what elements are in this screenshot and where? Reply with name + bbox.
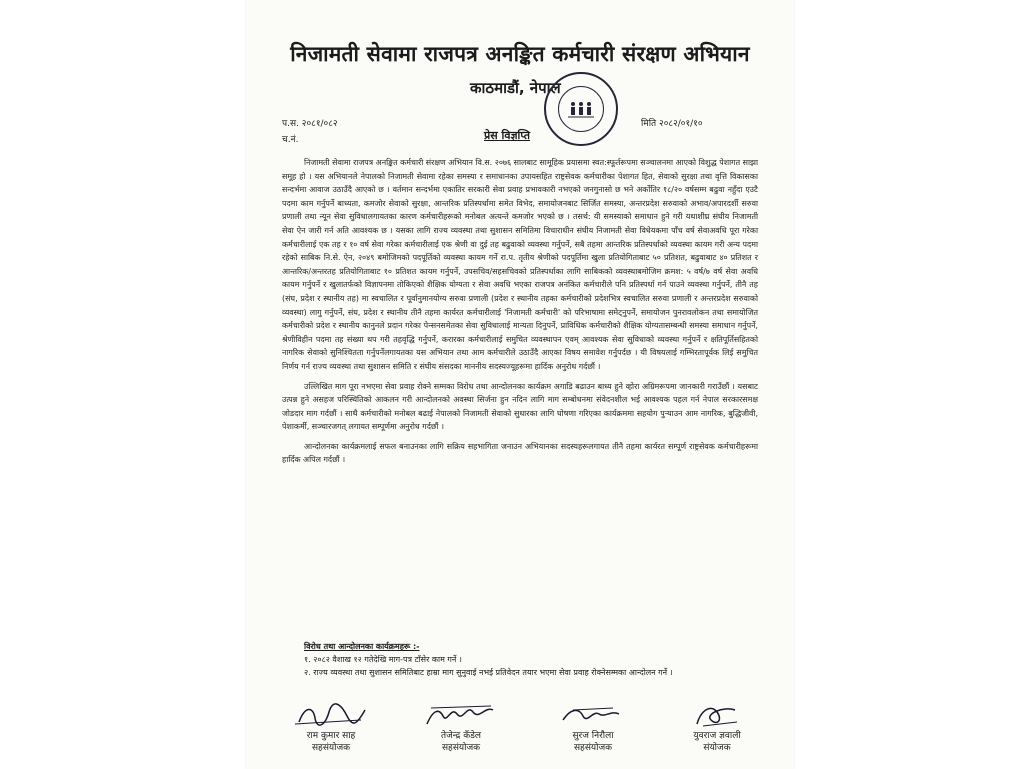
signatory-name: राम कुमार साह <box>306 731 356 741</box>
reference-block <box>282 116 338 148</box>
letterhead-title: निजामती सेवामा राजपत्र अनङ्कित कर्मचारी संरक्षण अभियान <box>290 42 750 66</box>
handwritten-signature <box>553 700 633 730</box>
signature-block <box>266 700 774 760</box>
list-item: २. राज्य व्यवस्था तथा सुशासन समितिबाट हाम्रा माग सुनुवाई नभई प्रतिवेदन तयार भएमा सेवा प्रवाह रोक्नेसम्मका आन्दोलन गर्ने । <box>304 668 673 677</box>
dispatch-number: च.नं. <box>282 135 299 145</box>
protest-program-list <box>282 640 758 679</box>
handwritten-signature <box>291 700 371 730</box>
paragraph-warning: उल्लिखित माग पूरा नभएमा सेवा प्रवाह रोक्ने सम्मका विरोध तथा आन्दोलनका कार्यक्रम अगाडि बढाउन बाध्य हुने व्होरा अग्रिमरूपमा जानकारी गराउँछौं । यसबाट उत्पन्न हुने असहज परिस्थितिको आकलन गरी आन्दोलनको अवस्था सिर्जना हुन नदिन लागि माग सम्बोधनमा संवेदनशील भई आवश्यक पहल गर्न नेपाल सरकारसमक्ष जोडदार माग गर्दछौं । साथै कर्मचारीको मनोबल बढाई नेपालको निजामती सेवाको सुधारका लागि घोषणा गरिएका कार्यक्रममा सहयोग पुऱ्याउन आम नागरिक, बुद्धिजीवी, पेशाकर्मी, सञ्चारजगत् लगायत सम्पूर्णमा अनुरोध गर्दछौं । <box>282 381 758 432</box>
signatory-name: तेजेन्द्र कँडेल <box>440 731 482 741</box>
press-release-heading: प्रेस विज्ञप्ति <box>484 129 531 142</box>
reference-number: प.स. २०८१/०८२ <box>282 119 338 129</box>
body-text <box>282 156 758 473</box>
signatory-role: संयोजक <box>703 743 731 753</box>
signatory-2 <box>406 700 516 754</box>
handwritten-signature <box>421 700 501 730</box>
paragraph-background: निजामती सेवामा राजपत्र अनङ्कित कर्मचारी संरक्षण अभियान वि.स. २०७६ सालबाट सामूहिक प्रयासमा स्वत:स्फूर्तरूपमा सञ्चालनमा आएको विशुद्ध पेशागत साझा समूह हो । यस अभियानले नेपालको निजामती सेवामा रहेका समस्या र समाधानका उपायसहित राष्ट्रसेवक कर्मचारीका पेशागत हित, सेवाको सुरक्षा तथा वृत्ति विकासका सन्दर्भमा आवाज उठाउँदै आएको छ । वर्तमान सन्दर्भमा एकातिर सरकारी सेवा प्रवाह प्रभावकारी नभएको जनगुनासो छ भने अर्कोतिर १८/२० वर्षसम्म बढुवा नहुँदा एउटै पदमा काम गर्नुपर्ने बाध्यता, कमजोर सेवाको सुरक्षा, आन्तरिक प्रतिस्पर्धामा समेत विभेद, समायोजनबाट सिर्जित समस्या, अन्तरप्रदेश सरुवाको अभाव/अपारदर्शी सरुवा प्रणाली तथा न्यून सेवा सुविधालगायतका कारण कर्मचारीहरूको मनोबल अत्यन्ते कमजोर भएको छ । तसर्थ: यी समस्याको समाधान हुने गरी यथाशीघ्र संघीय निजामती सेवा ऐन जारी गर्न अति आवश्यक छ । यसका लागि राज्य व्यवस्था तथा सुशासन समितिमा विचाराधीन संघीय निजामती सेवा विधेयकमा पाँच वर्ष सेवाअवधि पूरा गरेका कर्मचारीलाई एक तह र १० वर्ष सेवा गरेका कर्मचारीलाई एक श्रेणी वा दुई तह बढुवाको व्यवस्था गर्नुपर्ने, सबै तहमा आन्तरिक प्रतिस्पर्धाको व्यवस्था कायम गरी अन्य पदमा रहेको साबिक नि.से. ऐन, २०४९ बमोजिमको पदपूर्तिको व्यवस्था कायम गर्ने रा.प. तृतीय श्रेणीको पदपूर्तिमा खुला प्रतियोगिताबाट ५० प्रतिशत, बढुवाबाट ४० प्रतिशत र आन्तरिक/अन्तरतह प्रतियोगिताबाट १० प्रतिशत कायम गर्नुपर्ने, उपसचिव/सहसचिवको प्रतिस्पर्धाका लागि साबिकको व्यवस्थाबमोजिम क्रमश: ५ वर्ष/७ वर्ष सेवा अवधि कायम गर्नुपर्ने र खुलातर्फको विज्ञापनमा तोकिएको शैक्षिक योग्यता र सेवा अवधि भएका राजपत्र अनंकित कर्मचारीले पनि प्रतिस्पर्धा गर्न पाउने व्यवस्था गर्नुपर्ने, तीनै तह (संघ, प्रदेश र स्थानीय तह) मा स्वचालित र पूर्वानुमानयोग्य सरुवा प्रणाली (प्रदेश र स्थानीय तहका कर्मचारीको प्रदेशभित्र स्वचालित सरुवा प्रणाली र अन्तरप्रदेश सरुवाको व्यवस्था) लागु गर्नुपर्ने, संघ, प्रदेश र स्थानीय तीनै तहमा कार्यरत कर्मचारीलाई 'निजामती कर्मचारी' को परिभाषामा समेट्नुपर्ने, समायोजन पुनरावलोकन तथा समायोजित कर्मचारीको प्रदेश र स्थानीय कानुनले प्रदान गरेका पेन्सनसमेतका सेवा सुविधालाई मान्यता दिनुपर्ने, प्राविधिक कर्मचारीको शैक्षिक योग्यतासम्बन्धी समस्या समाधान गर्नुपर्ने, श्रेणीविहीन पदमा तह संख्या थप गरी तहवृद्धि गर्नुपर्ने, करारका कर्मचारीलाई समुचित व्यवस्थापन एवम् आवश्यक सेवा सुविधाको व्यवस्था गर्नुपर्ने र क्षतिपूर्तिसहितको नागरिक सेवाको सुनिश्चितता गर्नुपर्नेलगायतका यस अभियान तथा आम कर्मचारीले उठाउँदै आएका विषय समावेश गर्नुपर्दछ । यी विषयलाई गम्भिरतापूर्वक लिई समुचित निर्णय गर्न राज्य व्यवस्था तथा सुशासन समिति र संघीय संसदका माननीय सदस्यज्यूहरूमा हार्दिक अनुरोध गर्दछौं । <box>282 158 758 371</box>
signatory-name: सुरज निरौला <box>572 731 614 741</box>
signatory-name: युवराज ज्ञवाली <box>693 731 741 741</box>
signatory-4 <box>662 700 772 754</box>
signatory-role: सहसंयोजक <box>311 743 351 753</box>
organization-seal <box>544 72 618 146</box>
document-date: मिति २०८२/०१/१० <box>641 119 703 129</box>
signatory-1 <box>276 700 386 754</box>
signatory-role: सहसंयोजक <box>573 743 613 753</box>
press-release-document <box>246 0 794 769</box>
seal-figures-icon <box>568 100 594 118</box>
signatory-3 <box>538 700 648 754</box>
letterhead-location: काठमाडौं, नेपाल <box>470 79 561 97</box>
handwritten-signature <box>677 700 757 730</box>
protest-program-heading: विरोध तथा आन्दोलनका कार्यक्रमहरू :- <box>304 642 420 651</box>
list-item: १. २०८२ वैशाख १२ गतेदेखि माग-पत्र टाँसेर काम गर्ने । <box>304 655 462 664</box>
paragraph-appeal: आन्दोलनका कार्यक्रमलाई सफल बनाउनका लागि सक्रिय सहभागिता जनाउन अभियानका सदस्यहरूलगायत तीनै तहमा कार्यरत सम्पूर्ण राष्ट्रसेवक कर्मचारीहरूमा हार्दिक अपिल गर्दछौं । <box>282 441 758 465</box>
signatory-role: सहसंयोजक <box>441 743 481 753</box>
